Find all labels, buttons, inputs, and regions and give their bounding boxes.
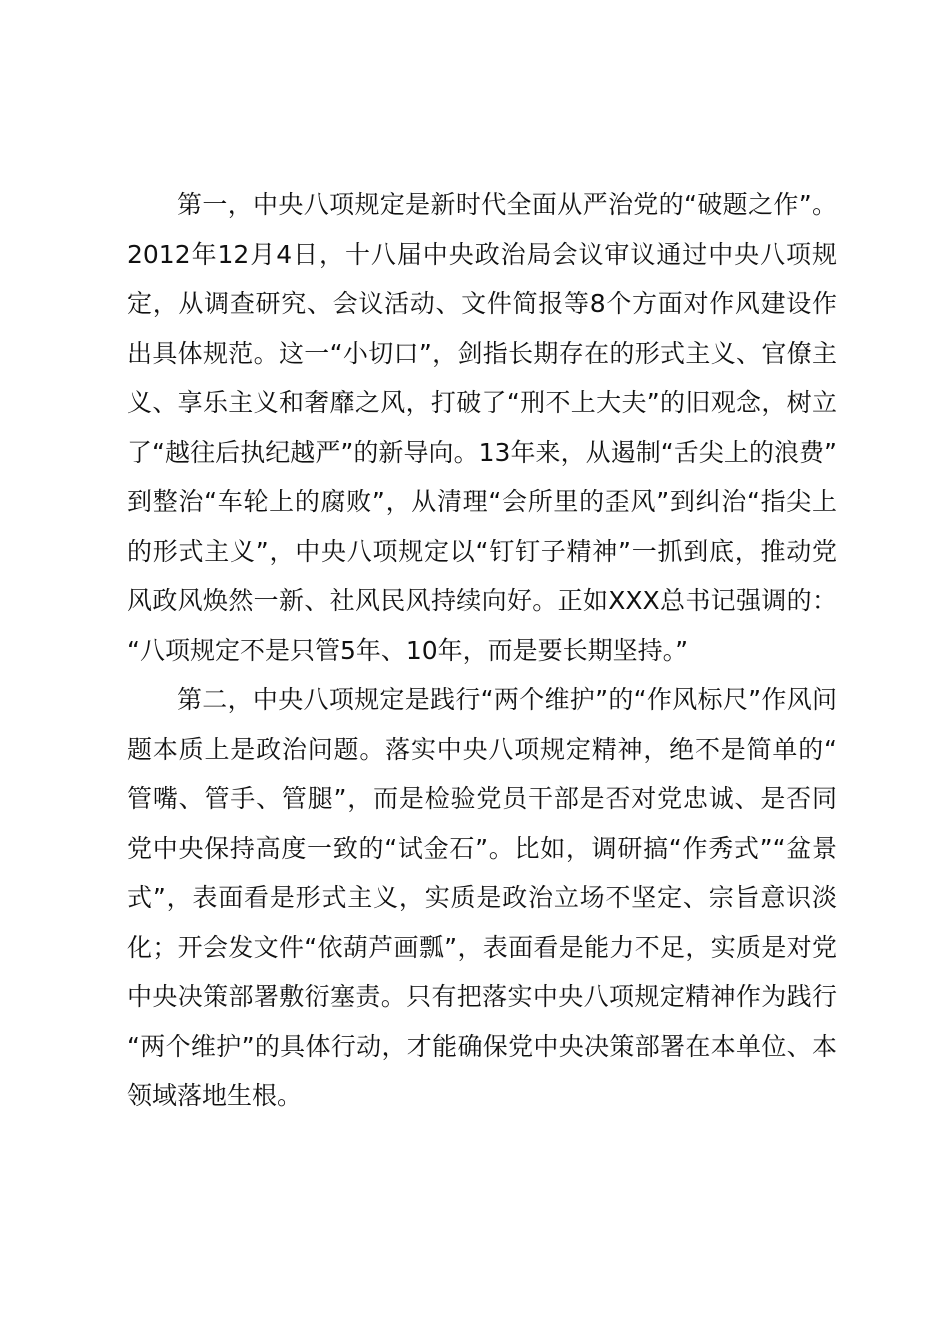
paragraph-first: 第一，中央八项规定是新时代全面从严治党的“破题之作”。2012年12月4日，十八届中央政治局会议审议通过中央八项规定，从调查研究、会议活动、文件简报等8个方面对作风建设作出具体规范。这一“小切口”，剑指长期存在的形式主义、官僚主义、享乐主义和奢靡之风，打破了“刑不上大夫”的旧观念，树立了“越往后执纪越严”的新导向。13年来，从遏制“舌尖上的浪费”到整治“车轮上的腐败”，从清理“会所里的歪风”到纠治“指尖上的形式主义”，中央八项规定以“钉钉子精神”一抓到底，推动党风政风焕然一新、社风民风持续向好。正如XXX总书记强调的：“八项规定不是只管5年、10年，而是要长期坚持。” [127,190,837,665]
paragraph-second: 第二，中央八项规定是践行“两个维护”的“作风标尺”作风问题本质上是政治问题。落实中央八项规定精神，绝不是简单的“管嘴、管手、管腿”，而是检验党员干部是否对党忠诚、是否同党中央保持高度一致的“试金石”。比如，调研搞“作秀式”“盆景式”，表面看是形式主义，实质是政治立场不坚定、宗旨意识淡化；开会发文件“依葫芦画瓢”，表面看是能力不足，实质是对党中央决策部署敷衍塞责。只有把落实中央八项规定精神作为践行“两个维护”的具体行动，才能确保党中央决策部署在本单位、本领域落地生根。 [127,685,837,1110]
document-body [127,180,837,1121]
